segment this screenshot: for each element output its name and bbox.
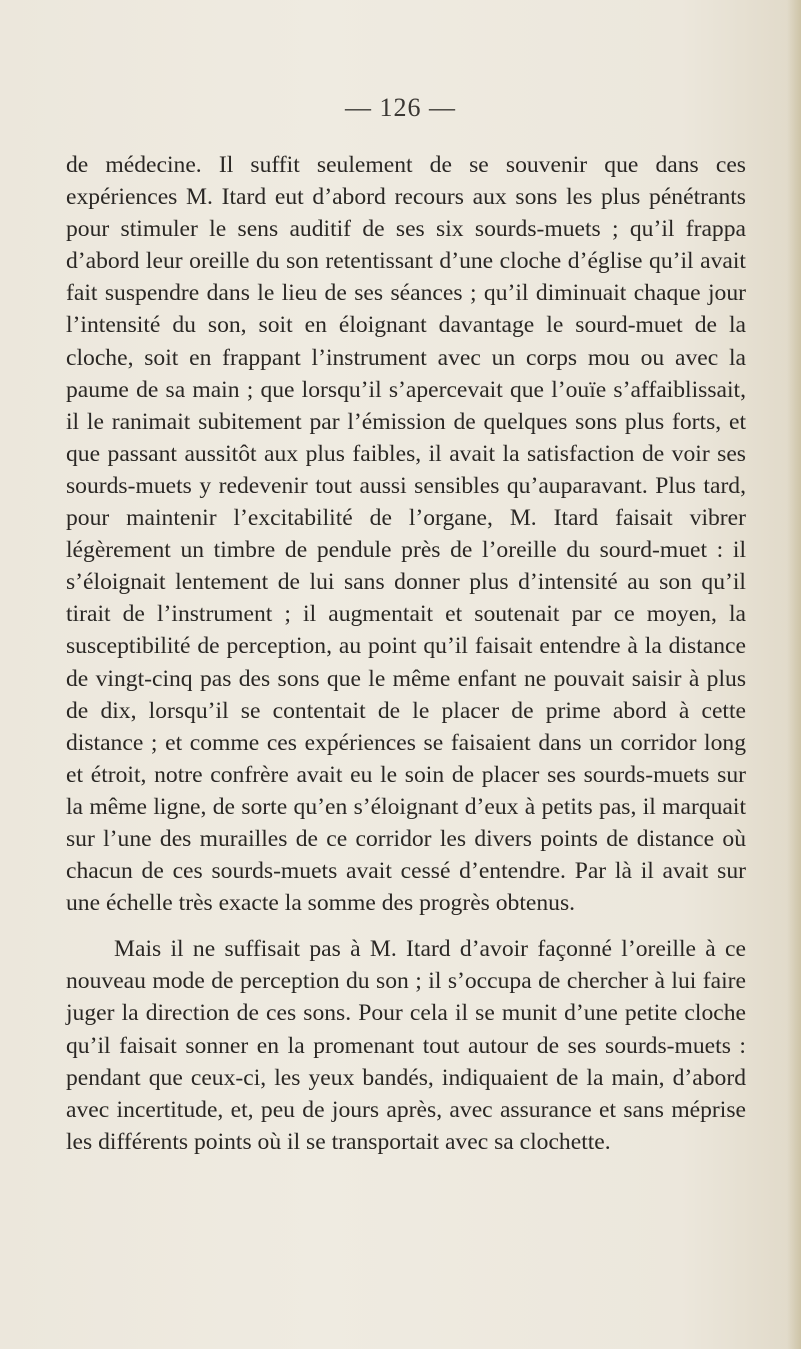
paragraph-2: Mais il ne suffisait pas à M. Itard d’avoir façonné l’oreille à ce nouveau mode de perception du son ; il s’occupa de chercher à lui faire juger la direction de ces sons. Pour cela il se munit d’une petite cloche qu’il faisait sonner en la promenant tout autour de ses sourds-muets : pendant que ceux-ci, les yeux bandés, indiquaient de la main, d’abord avec incertitude, et, peu de jours après, avec assurance et sans méprise les différents points où il se transportait avec sa clochette. [66, 936, 746, 1155]
paragraph-1: de médecine. Il suffit seulement de se souvenir que dans ces expériences M. Itard eut d’abord recours aux sons les plus pénétrants pour stimuler le sens auditif de ses six sourds-muets ; qu’il frappa d’abord leur oreille du son retentissant d’une cloche d’église qu’il avait fait suspendre dans le lieu de ses séances ; qu’il diminuait chaque jour l’intensité du son, soit en éloignant davantage le sourd-muet de la cloche, soit en frappant l’instrument avec un corps mou ou avec la paume de sa main ; que lorsqu’il s’apercevait que l’ouïe s’affaiblissait, il le ranimait subitement par l’émission de quelques sons plus forts, et que passant aussitôt aux plus faibles, il avait la satisfaction de voir ses sourds-muets y redevenir tout aussi sensibles qu’auparavant. Plus tard, pour maintenir l’excitabilité de l’organe, M. Itard faisait vibrer légèrement un timbre de pendule près de l’oreille du sourd-muet : il s’éloignait lentement de lui sans donner plus d’intensité au son qu’il tirait de l’instrument ; il augmentait et soutenait par ce moyen, la susceptibilité de perception, au point qu’il faisait entendre à la distance de vingt-cinq pas des sons que le même enfant ne pouvait saisir à plus de dix, lorsqu’il se contentait de le placer de prime abord à cette distance ; et comme ces expériences se faisaient dans un corridor long et étroit, notre confrère avait eu le soin de placer ses sourds-muets sur la même ligne, de sorte qu’en s’éloignant d’eux à petits pas, il marquait sur l’une des murailles de ce corridor les divers points de distance où chacun de ces sourds-muets avait cessé d’entendre. Par là il avait sur une échelle très exacte la somme des progrès obtenus. [66, 152, 746, 917]
page-number: — 126 — [345, 93, 456, 122]
page-edge-shadow [787, 0, 801, 1349]
body-text [66, 149, 746, 1158]
